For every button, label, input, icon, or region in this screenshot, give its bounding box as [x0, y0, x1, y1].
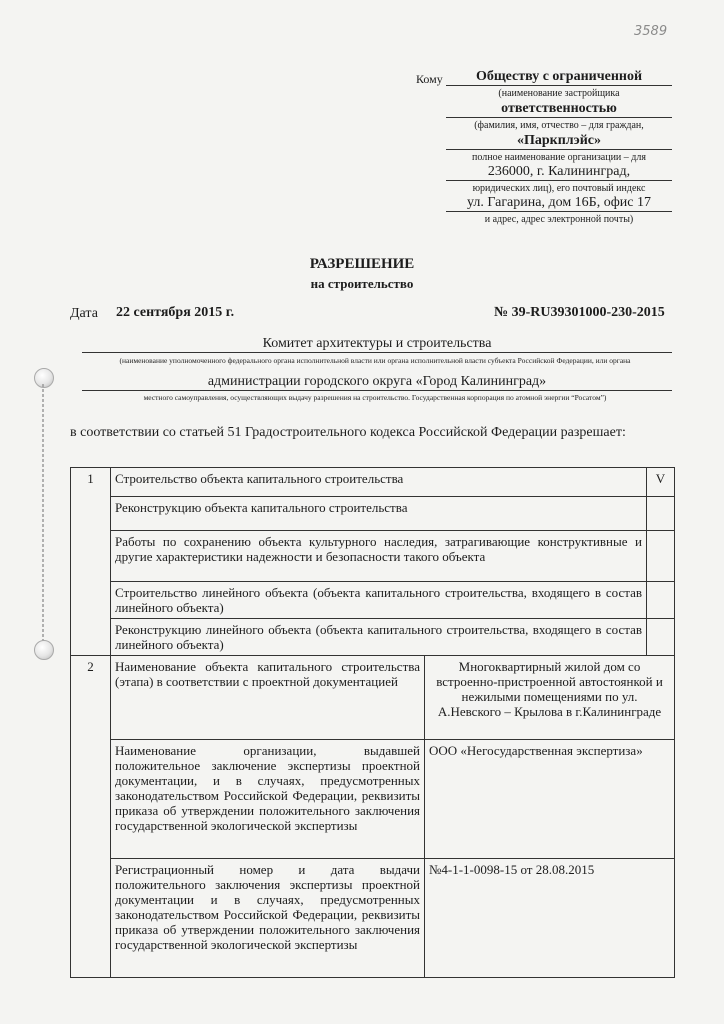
section1-row-mark — [647, 582, 675, 619]
date-value: 22 сентября 2015 г. — [116, 305, 235, 320]
section1-row-mark — [647, 619, 675, 656]
recipient-line-3: «Паркплэйс» — [446, 133, 672, 150]
section1-row-text: Реконструкцию линейного объекта (объекта капитального строительства, входящего в состав линейного объекта) — [111, 619, 647, 656]
section1-row-text: Строительство объекта капитального строительства — [111, 468, 647, 497]
section2-row-2 — [71, 740, 675, 859]
recipient-hint-5: и адрес, адрес электронной почты) — [484, 214, 634, 225]
intro-text: в соответствии со статьей 51 Градостроительного кодекса Российской Федерации разрешает: — [70, 425, 626, 440]
section1-row-1 — [71, 468, 675, 497]
section2-row-value: ООО «Негосударственная экспертиза» — [425, 740, 675, 859]
authority-line-1: Комитет архитектуры и строительства — [82, 336, 672, 353]
recipient-hint-1: (наименование застройщика — [498, 88, 620, 99]
recipient-hint-2: (фамилия, имя, отчество – для граждан, — [474, 120, 644, 131]
section1-row-4 — [71, 582, 675, 619]
section1-row-3 — [71, 531, 675, 582]
section2-row-3 — [71, 859, 675, 978]
recipient-label: Кому — [416, 72, 443, 86]
handwritten-mark: 3589 — [634, 24, 668, 39]
section2-row-1 — [71, 656, 675, 740]
permit-table — [70, 467, 675, 978]
section2-row-label: Наименование организации, выдавшей положительное заключение экспертизы проектной документации, и в случаях, предусмотренных законодательством Российской Федерации, реквизиты приказа об утверждении положительного заключения государственной экологической экспертизы — [111, 740, 425, 859]
section2-number: 2 — [71, 656, 111, 978]
recipient-hint-4: юридических лиц), его почтовый индекс — [472, 183, 646, 194]
section1-row-mark — [647, 531, 675, 582]
authority-line-2: администрации городского округа «Город Калининград» — [82, 374, 672, 391]
authority-hint-2: местного самоуправления, осуществляющих выдачу разрешения на строительство. Государственная корпорация по атомной энергии “Росатом”) — [143, 393, 607, 402]
authority-hint-1: (наименование уполномоченного федерального органа исполнительной власти или органа исполнительной власти субъекта Российской Федерации, или органа — [119, 356, 631, 365]
date-label: Дата — [70, 306, 98, 321]
section1-row-text: Работы по сохранению объекта культурного наследия, затрагивающие конструктивные и другие характеристики надежности и безопасности такого объекта — [111, 531, 647, 582]
section1-number: 1 — [71, 468, 111, 656]
section2-row-value: Многоквартирный жилой дом со встроенно-пристроенной автостоянкой и нежилыми помещениями по ул. А.Невского – Крылова в г.Калининграде — [425, 656, 675, 740]
section1-row-text: Реконструкцию объекта капитального строительства — [111, 497, 647, 531]
section2-row-label: Регистрационный номер и дата выдачи положительного заключения экспертизы проектной документации и в случаях, предусмотренных законодательством Российской Федерации, реквизиты приказа об утверждении положительного заключения государственной экологической экспертизы — [111, 859, 425, 978]
permit-number: № 39-RU39301000-230-2015 — [494, 305, 665, 320]
recipient-line-2: ответственностью — [446, 101, 672, 118]
binding-hole-bottom — [34, 640, 54, 660]
section1-row-2 — [71, 497, 675, 531]
recipient-line-1: Обществу с ограниченной — [446, 69, 672, 86]
section2-row-value: №4-1-1-0098-15 от 28.08.2015 — [425, 859, 675, 978]
section2-row-label: Наименование объекта капитального строительства (этапа) в соответствии с проектной документацией — [111, 656, 425, 740]
section1-row-text: Строительство линейного объекта (объекта капитального строительства, входящего в состав линейного объекта) — [111, 582, 647, 619]
recipient-hint-3: полное наименование организации – для — [472, 152, 646, 163]
recipient-line-5: ул. Гагарина, дом 16Б, офис 17 — [446, 195, 672, 212]
recipient-line-4: 236000, г. Калининград, — [446, 164, 672, 181]
document-title: РАЗРЕШЕНИЕ — [309, 256, 415, 272]
section1-row-mark — [647, 497, 675, 531]
section1-row-mark: V — [647, 468, 675, 497]
section1-row-5 — [71, 619, 675, 656]
document-subtitle: на строительство — [310, 276, 414, 291]
binding-thread — [41, 384, 45, 644]
